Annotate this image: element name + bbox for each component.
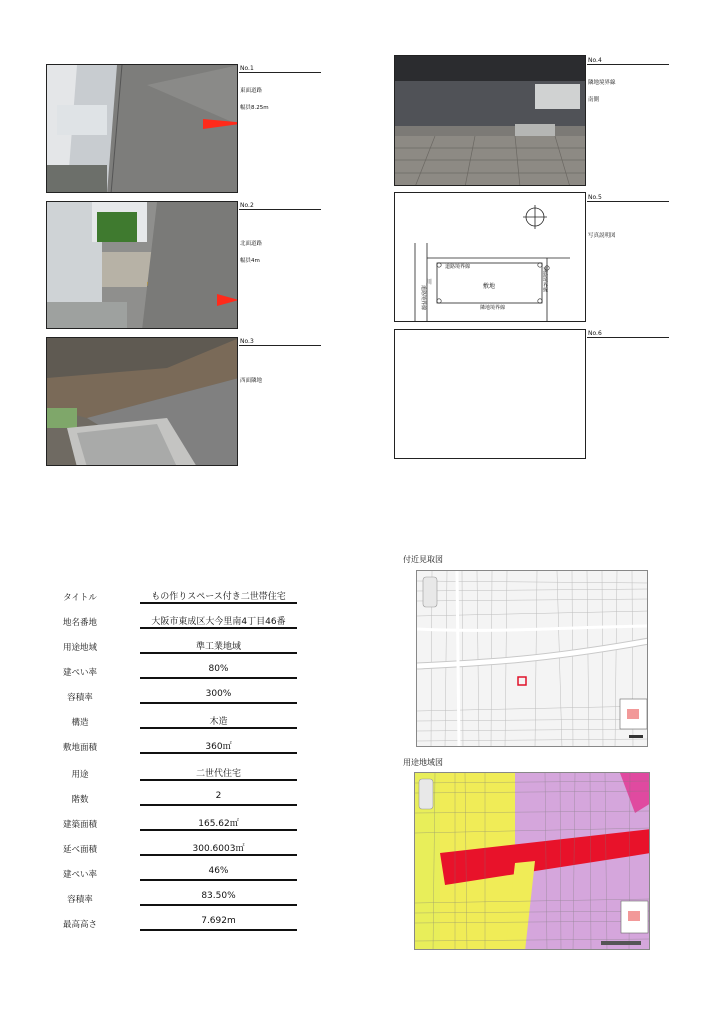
diagram-neighbor-boundary: 隣地境界線 [480,305,506,311]
table-row-label: 敷地面積 [62,743,97,753]
photo-4-label-line [587,64,669,65]
table-row-underline [140,779,297,781]
photo-3-image [47,338,238,466]
diagram-road-boundary-right: 道路境界線 [542,267,548,292]
photo-5-diagram [394,192,586,322]
table-row-value: 二世代住宅 [195,769,241,779]
table-row-underline [140,879,297,881]
diagram-site-label: 敷地 [483,283,496,290]
photo-2-image [47,202,238,329]
table-row-underline [140,602,297,604]
zoning-map [414,772,650,950]
photo-5-caption-1: 写真説明図 [588,233,616,239]
photo-4-image [395,56,586,186]
table-row-value: 360㎡ [205,742,232,752]
photo-2-number: No.2 [240,202,254,209]
table-row-value: 準工業地域 [195,642,241,652]
table-row-value: 80% [208,664,229,674]
zoning-zoom-control-icon [419,779,433,809]
vicinity-map [416,570,648,747]
photo-4-caption-1: 隣地境界線 [588,80,616,86]
vicinity-map-image [417,571,648,747]
table-row-label: タイトル [63,593,97,603]
table-row-underline [140,652,297,654]
table-row-label: 建築面積 [62,820,97,830]
table-row-label: 階数 [71,795,89,805]
photo-1-label-line [239,72,321,73]
vicinity-map-title: 付近見取図 [403,555,443,564]
table-row-value: 木造 [209,717,228,727]
table-row-underline [140,677,297,679]
table-row-label: 構造 [71,718,89,728]
table-row-underline [140,702,297,704]
photo-3-label-line [239,345,321,346]
photo-1 [46,64,238,193]
photo-6-label-line [587,337,669,338]
table-row-value: 46% [208,866,229,876]
photo-5-number: No.5 [588,194,602,201]
zoning-map-image [415,773,650,950]
photo-2-label-line [239,209,321,210]
diagram-road-boundary-top: 道路境界線 [445,264,471,270]
table-row-underline [140,929,297,931]
zoom-control-icon [423,577,437,607]
photo-6-number: No.6 [588,330,602,337]
photo-3 [46,337,238,466]
photo-2 [46,201,238,329]
photo-3-caption-1: 西面隣地 [240,378,263,384]
table-row-value: 7.692m [201,916,236,926]
table-row-label: 建ぺい率 [62,870,97,880]
table-row-value: 大阪市東成区大今里南4丁目46番 [151,617,286,627]
table-row-underline [140,727,297,729]
photo-4-number: No.4 [588,57,602,64]
photo-1-caption-2: 幅員8.25m [240,105,269,111]
table-row-label: 用途地域 [62,643,97,653]
table-row-underline [140,804,297,806]
zoning-map-title: 用途地域図 [403,758,443,767]
photo-4-caption-2: 南側 [588,97,600,103]
diagram-road-boundary-left: 道路境界線 [420,285,426,311]
table-row-value: 2 [215,791,222,801]
table-row-label: 用途 [71,770,89,780]
photo-3-number: No.3 [240,338,254,345]
photo-2-caption-2: 幅員4m [240,258,260,264]
table-row-label: 最高高さ [62,920,97,930]
table-row-label: 地名番地 [62,618,97,628]
table-row-label: 建ぺい率 [62,668,97,678]
table-row-label: 容積率 [67,895,93,905]
table-row-label: 延べ面積 [62,845,97,855]
table-row-value: 165.62㎡ [198,819,239,829]
table-row-underline [140,752,297,754]
table-row-underline [140,829,297,831]
table-row-value: 300.6003㎡ [192,844,245,854]
photo-2-caption-1: 北面道路 [240,241,263,247]
photo-1-number: No.1 [240,65,254,72]
table-row-value: もの作りスペース付き二世帯住宅 [151,592,286,602]
photo-5-label-line [587,201,669,202]
photo-6-empty [394,329,586,459]
table-row-underline [140,904,297,906]
table-row-underline [140,627,297,629]
table-row-value: 300% [205,689,232,699]
diagram-river-label: 川 [426,279,433,286]
table-row-value: 83.50% [201,891,236,901]
photo-1-image [47,65,238,193]
table-row-label: 容積率 [67,693,93,703]
table-row-underline [140,854,297,856]
photo-1-caption-1: 東面道路 [240,88,263,94]
photo-4 [394,55,586,186]
